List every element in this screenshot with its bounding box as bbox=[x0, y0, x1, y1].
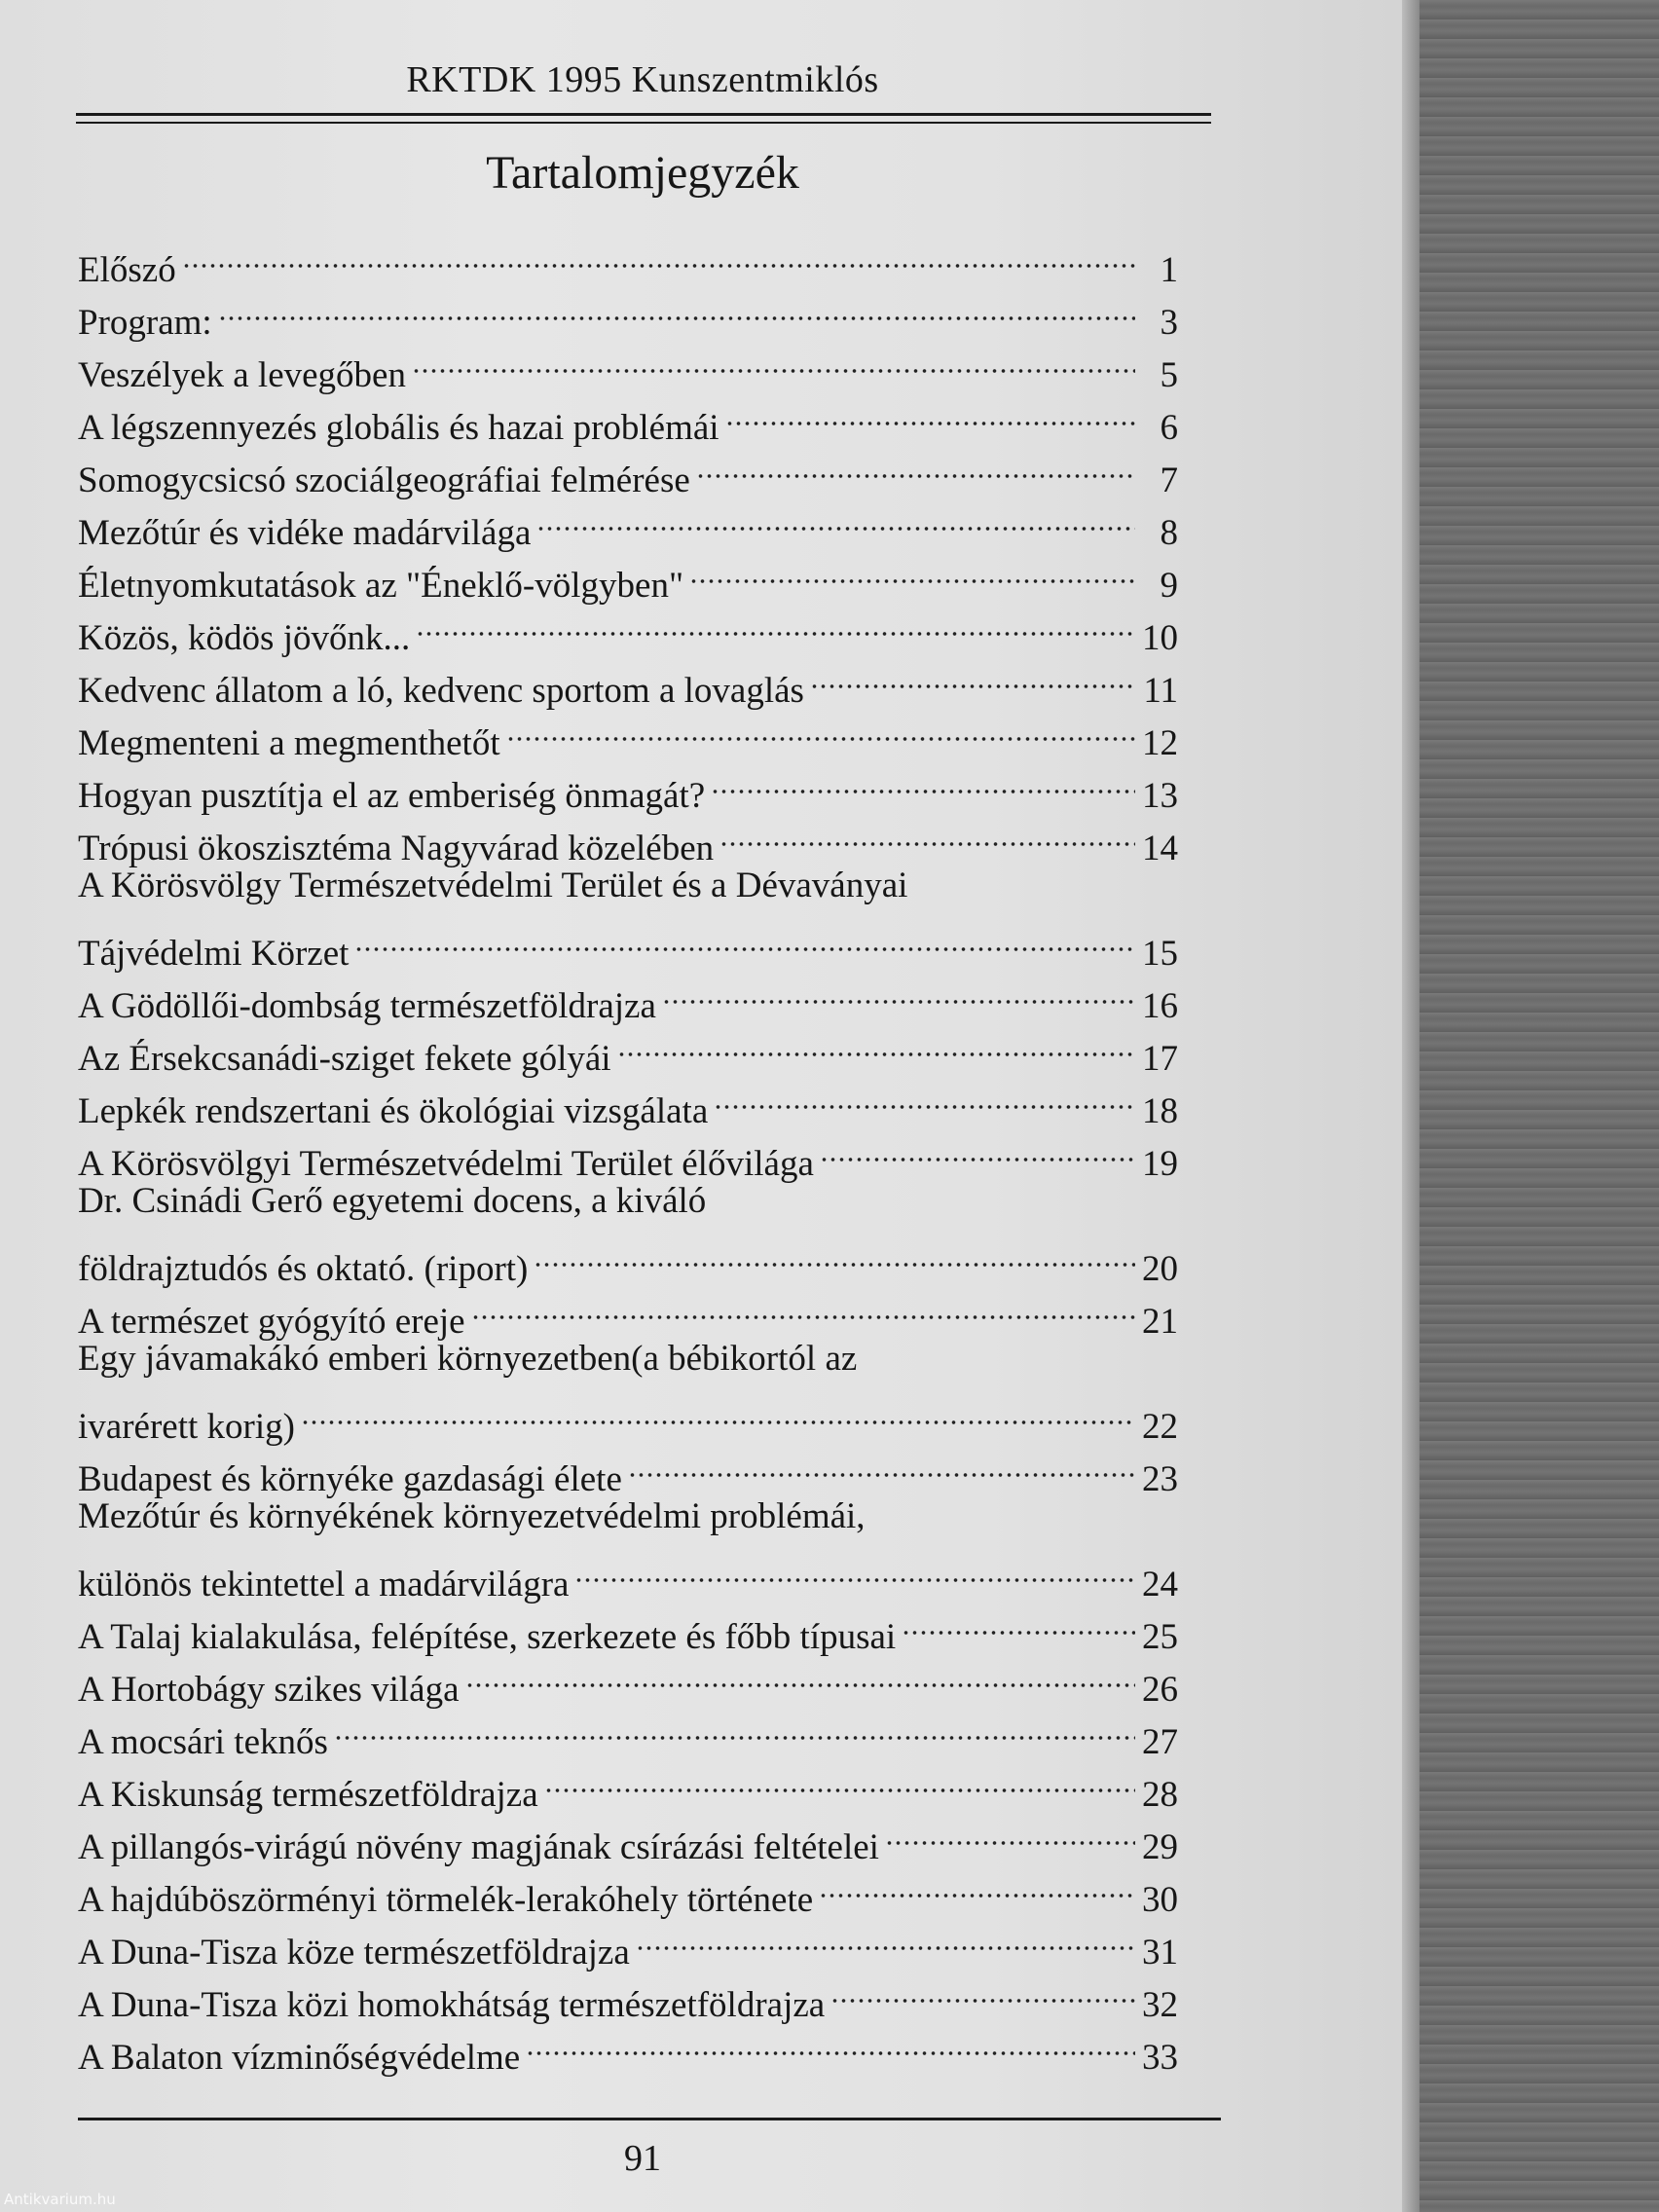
dot-leader bbox=[902, 1596, 1135, 1648]
toc-entry-line bbox=[78, 1228, 1178, 1289]
toc-entry-line bbox=[78, 912, 1178, 974]
toc-page-number: 11 bbox=[1143, 671, 1178, 711]
toc-entry-line bbox=[78, 281, 1178, 343]
watermark-logo: Antikvarium.hu bbox=[4, 2191, 116, 2208]
dot-leader bbox=[662, 965, 1135, 1017]
toc-entry-title: A Balaton vízminőségvédelme bbox=[78, 2038, 521, 2078]
dot-leader bbox=[471, 1280, 1135, 1333]
toc-page-number: 31 bbox=[1142, 1933, 1178, 1972]
header-rule bbox=[76, 113, 1211, 116]
toc-entry-title: A természet gyógyító ereje bbox=[78, 1302, 465, 1342]
toc-entry-title: Lepkék rendszertani és ökológiai vizsgálata bbox=[78, 1091, 709, 1131]
dot-leader bbox=[830, 1964, 1135, 2016]
toc-page-number: 3 bbox=[1160, 303, 1178, 343]
dot-leader bbox=[536, 492, 1135, 544]
toc-entry-line bbox=[78, 334, 1178, 395]
toc-page-number: 13 bbox=[1142, 776, 1178, 816]
toc-entry bbox=[78, 860, 1178, 974]
toc-entry-title: Mezőtúr és környékének környezetvédelmi problémái, bbox=[78, 1496, 866, 1536]
toc-entry bbox=[78, 1491, 1178, 1604]
toc-page-number: 29 bbox=[1142, 1827, 1178, 1867]
toc-entry-title: Megmenteni a megmenthetőt bbox=[78, 723, 500, 763]
toc-entry-line bbox=[78, 1543, 1178, 1604]
dot-leader bbox=[617, 1017, 1135, 1070]
table-of-contents bbox=[78, 229, 1178, 2078]
dot-leader bbox=[354, 912, 1135, 965]
toc-page-number: 1 bbox=[1160, 250, 1178, 290]
toc-entry-line bbox=[78, 860, 1178, 912]
dot-leader bbox=[218, 281, 1135, 334]
dot-leader bbox=[506, 702, 1135, 755]
toc-entry-title: ivarérett korig) bbox=[78, 1407, 295, 1447]
toc-page-number: 12 bbox=[1142, 723, 1178, 763]
dot-leader bbox=[544, 1753, 1135, 1806]
toc-entry-title: Az Érsekcsanádi-sziget fekete gólyái bbox=[78, 1039, 611, 1079]
toc-entry-title: Dr. Csinádi Gerő egyetemi docens, a kiváló bbox=[78, 1181, 707, 1221]
toc-entry-title: Előszó bbox=[78, 250, 176, 290]
toc-page-number: 16 bbox=[1142, 986, 1178, 1026]
toc-entry-title: földrajztudós és oktató. (riport) bbox=[78, 1249, 529, 1289]
toc-entry-title: A Körösvölgyi Természetvédelmi Terület élővilága bbox=[78, 1144, 814, 1184]
dot-leader bbox=[725, 387, 1135, 439]
toc-page-number: 10 bbox=[1142, 618, 1178, 658]
page-title: Tartalomjegyzék bbox=[486, 147, 799, 199]
toc-page-number: 26 bbox=[1142, 1670, 1178, 1710]
dot-leader bbox=[714, 1070, 1135, 1123]
toc-entry bbox=[78, 1333, 1178, 1447]
dot-leader bbox=[465, 1648, 1136, 1701]
toc-entry-title: A Talaj kialakulása, felépítése, szerkezete és főbb típusai bbox=[78, 1617, 897, 1657]
toc-entry-title: különös tekintettel a madárvilágra bbox=[78, 1565, 570, 1604]
toc-entry-line bbox=[78, 229, 1178, 290]
toc-entry-line bbox=[78, 1385, 1178, 1447]
toc-entry-title: Trópusi ökoszisztéma Nagyvárad közelében bbox=[78, 829, 715, 868]
toc-page-number: 6 bbox=[1160, 408, 1178, 448]
toc-page-number: 24 bbox=[1142, 1565, 1178, 1604]
dot-leader bbox=[696, 439, 1135, 492]
toc-entry bbox=[78, 281, 1178, 343]
dot-leader bbox=[416, 597, 1135, 649]
toc-entry-title: Egy jávamakákó emberi környezetben(a bébikortól az bbox=[78, 1339, 858, 1379]
toc-page-number: 5 bbox=[1160, 355, 1178, 395]
toc-entry-title: A Duna-Tisza köze természetföldrajza bbox=[78, 1933, 630, 1972]
toc-entry-title: Program: bbox=[78, 303, 212, 343]
toc-page-number: 21 bbox=[1142, 1302, 1178, 1342]
dot-leader bbox=[885, 1806, 1135, 1859]
dot-leader bbox=[526, 2016, 1135, 2069]
toc-page-number: 17 bbox=[1142, 1039, 1178, 1079]
dot-leader bbox=[719, 807, 1135, 860]
dot-leader bbox=[810, 649, 1135, 702]
toc-entry-title: A Kiskunság természetföldrajza bbox=[78, 1775, 538, 1815]
toc-entry-title: A Gödöllői-dombság természetföldrajza bbox=[78, 986, 656, 1026]
dot-leader bbox=[628, 1438, 1135, 1491]
toc-page-number: 22 bbox=[1142, 1407, 1178, 1447]
toc-page-number: 32 bbox=[1142, 1985, 1178, 2025]
toc-page-number: 20 bbox=[1142, 1249, 1178, 1289]
adjacent-page bbox=[1419, 0, 1659, 2212]
dot-leader bbox=[820, 1123, 1135, 1175]
toc-page-number: 15 bbox=[1142, 934, 1178, 974]
toc-entry-title: A Hortobágy szikes világa bbox=[78, 1670, 460, 1710]
toc-page-number: 14 bbox=[1142, 829, 1178, 868]
toc-entry-title: A pillangós-virágú növény magjának csírázási feltételei bbox=[78, 1827, 879, 1867]
toc-entry-line bbox=[78, 1333, 1178, 1385]
toc-entry-title: Közös, ködös jövőnk... bbox=[78, 618, 411, 658]
toc-entry bbox=[78, 334, 1178, 395]
dot-leader bbox=[711, 755, 1135, 807]
footer-rule bbox=[78, 2118, 1221, 2120]
toc-entry-title: Budapest és környéke gazdasági élete bbox=[78, 1459, 622, 1499]
dot-leader bbox=[534, 1228, 1135, 1280]
toc-entry-title: Tájvédelmi Körzet bbox=[78, 934, 350, 974]
toc-entry-title: Kedvenc állatom a ló, kedvenc sportom a lovaglás bbox=[78, 671, 804, 711]
toc-page-number: 18 bbox=[1142, 1091, 1178, 1131]
dot-leader bbox=[689, 544, 1135, 597]
toc-entry-title: Veszélyek a levegőben bbox=[78, 355, 406, 395]
dot-leader bbox=[819, 1859, 1135, 1911]
dot-leader bbox=[412, 334, 1135, 387]
toc-entry-title: Somogycsicsó szociálgeográfiai felmérése bbox=[78, 461, 690, 500]
toc-entry-title: Hogyan pusztítja el az emberiség önmagát? bbox=[78, 776, 706, 816]
toc-entry bbox=[78, 229, 1178, 290]
toc-entry-title: Mezőtúr és vidéke madárvilága bbox=[78, 513, 532, 553]
toc-entry-title: A hajdúböszörményi törmelék-lerakóhely története bbox=[78, 1880, 814, 1920]
toc-page-number: 30 bbox=[1142, 1880, 1178, 1920]
toc-entry bbox=[78, 1175, 1178, 1289]
toc-page-number: 25 bbox=[1142, 1617, 1178, 1657]
toc-entry-title: A légszennyezés globális és hazai problémái bbox=[78, 408, 719, 448]
dot-leader bbox=[182, 229, 1135, 281]
toc-page-number: 33 bbox=[1142, 2038, 1178, 2078]
toc-page-number: 7 bbox=[1160, 461, 1178, 500]
page-number: 91 bbox=[624, 2138, 661, 2179]
toc-page-number: 28 bbox=[1142, 1775, 1178, 1815]
dot-leader bbox=[574, 1543, 1135, 1596]
toc-entry-line bbox=[78, 1175, 1178, 1228]
running-header: RKTDK 1995 Kunszentmiklós bbox=[406, 59, 879, 100]
toc-entry-title: Életnyomkutatások az "Éneklő-völgyben" bbox=[78, 566, 684, 606]
dot-leader bbox=[334, 1701, 1135, 1753]
toc-entry-title: A mocsári teknős bbox=[78, 1722, 328, 1762]
dot-leader bbox=[636, 1911, 1135, 1964]
toc-entry-title: A Duna-Tisza közi homokhátság természetföldrajza bbox=[78, 1985, 826, 2025]
toc-entry-title: A Körösvölgy Természetvédelmi Terület és a Dévaványai bbox=[78, 866, 908, 905]
toc-entry-line bbox=[78, 1491, 1178, 1543]
toc-page-number: 8 bbox=[1160, 513, 1178, 553]
toc-page-number: 27 bbox=[1142, 1722, 1178, 1762]
page-edge-shadow bbox=[1402, 0, 1419, 2212]
dot-leader bbox=[301, 1385, 1135, 1438]
toc-page-number: 23 bbox=[1142, 1459, 1178, 1499]
toc-page-number: 9 bbox=[1160, 566, 1178, 606]
header-rule-secondary bbox=[76, 122, 1211, 124]
toc-page-number: 19 bbox=[1142, 1144, 1178, 1184]
